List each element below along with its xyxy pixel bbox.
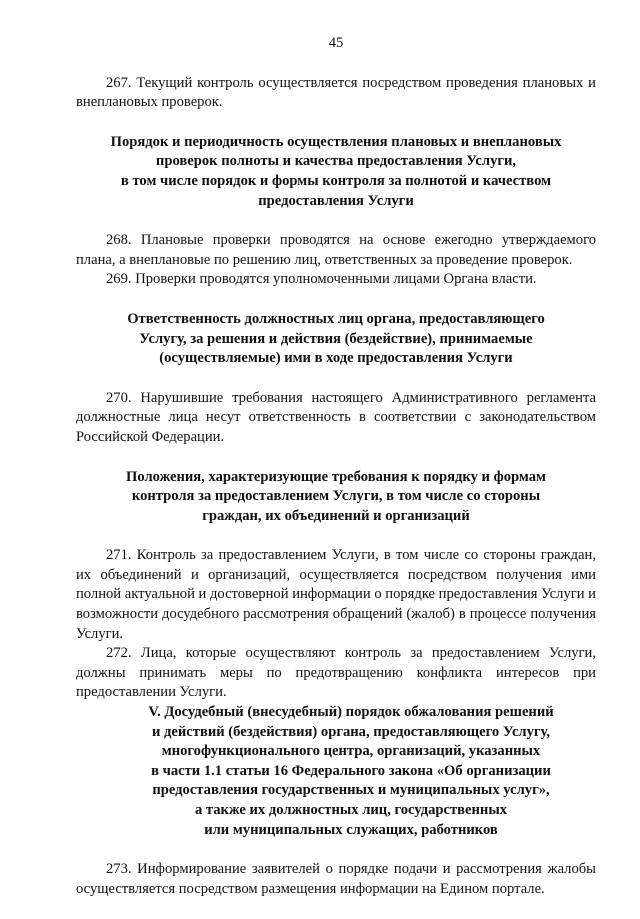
heading-line: а также их должностных лиц, государственных bbox=[194, 802, 508, 818]
heading-line: Положения, характеризующие требования к порядку и формам bbox=[126, 468, 546, 485]
paragraph-272: 272. Лица, которые осуществляют контроль за предоставлением Услуги, должны принимать меры по предотвращению конфликта интересов при предоставлении Услуги. bbox=[76, 645, 596, 701]
paragraph-267: 267. Текущий контроль осуществляется посредством проведения плановых и внеплановых проверок. bbox=[76, 74, 596, 111]
paragraph-269: 269. Проверки проводятся уполномоченными лицами Органа власти. bbox=[106, 271, 537, 288]
heading-line: Услугу, за решения и действия (бездействие), принимаемые bbox=[139, 330, 533, 347]
paragraph-271: 271. Контроль за предоставлением Услуги, в том числе со стороны граждан, их объединений и организаций, осуществляется посредством получения ими полной актуальной и достоверной информации о порядке предоставления Услуги и возможности досудебного рассмотрения обращений (жалоб) в процессе получения Услуги. bbox=[76, 547, 596, 642]
heading-line: Ответственность должностных лиц органа, предоставляющего bbox=[127, 310, 545, 327]
heading-section-v bbox=[76, 703, 596, 840]
paragraph-270: 270. Нарушившие требования настоящего Административного регламента должностные лица несут ответственность в соответствии с законодательством Российской Федерации. bbox=[76, 389, 596, 445]
heading-inspection-order bbox=[76, 133, 596, 211]
heading-line: Порядок и периодичность осуществления плановых и внеплановых bbox=[110, 133, 562, 150]
heading-line: (осуществляемые) ими в ходе предоставления Услуги bbox=[159, 350, 513, 367]
heading-line: в части 1.1 статьи 16 Федерального закона «Об организации bbox=[151, 762, 551, 779]
heading-line: многофункционального центра, организаций, указанных bbox=[161, 743, 541, 760]
heading-line: или муниципальных служащих, работников bbox=[204, 821, 498, 838]
heading-line: граждан, их объединений и организаций bbox=[202, 507, 470, 524]
heading-line: предоставления государственных и муниципальных услуг», bbox=[152, 782, 550, 799]
heading-line: в том числе порядок и формы контроля за полнотой и качеством bbox=[120, 172, 552, 189]
heading-control-requirements bbox=[76, 468, 596, 527]
paragraph-273: 273. Информирование заявителей о порядке подачи и рассмотрения жалобы осуществляется посредством размещения информации на Едином портале. bbox=[76, 861, 596, 897]
heading-officials-responsibility bbox=[76, 310, 596, 369]
paragraph-268: 268. Плановые проверки проводятся на основе ежегодно утверждаемого плана, а внеплановые по решению лиц, ответственных за проведение проверок. bbox=[76, 232, 596, 268]
document-page bbox=[76, 34, 596, 899]
heading-line: контроля за предоставлением Услуги, в том числе со стороны bbox=[131, 488, 541, 505]
heading-line: V. Досудебный (внесудебный) порядок обжалования решений bbox=[148, 704, 554, 721]
page-number: 45 bbox=[328, 35, 344, 51]
heading-line: и действий (бездействия) органа, предоставляющего Услугу, bbox=[151, 723, 551, 740]
heading-line: проверок полноты и качества предоставления Услуги, bbox=[155, 153, 517, 170]
heading-line: предоставления Услуги bbox=[258, 192, 414, 209]
